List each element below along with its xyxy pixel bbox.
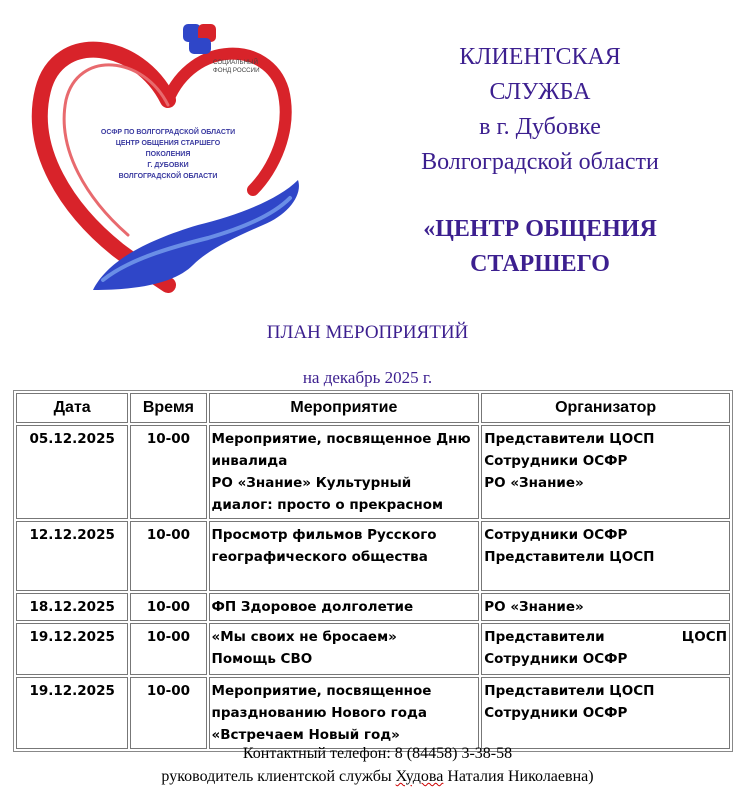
event-date: 19.12.2025 bbox=[16, 677, 128, 749]
service-head: руководитель клиентской службы Худова Наталия Николаевна) bbox=[161, 768, 594, 785]
title-line-3: в г. Дубовке bbox=[479, 114, 601, 140]
event-time: 10-00 bbox=[130, 521, 206, 591]
heart-text-4: Г. ДУБОВКИ bbox=[147, 162, 189, 169]
title-line-2: СЛУЖБА bbox=[489, 79, 591, 105]
event-time: 10-00 bbox=[130, 425, 206, 519]
event-date: 18.12.2025 bbox=[16, 593, 128, 621]
center-name bbox=[345, 212, 735, 282]
event-organizer: Представители ЦОСП Сотрудники ОСФР bbox=[481, 623, 730, 675]
event-time: 10-00 bbox=[130, 623, 206, 675]
event-time: 10-00 bbox=[130, 593, 206, 621]
event-date: 12.12.2025 bbox=[16, 521, 128, 591]
sfr-brand-icon bbox=[183, 24, 216, 54]
header-event: Мероприятие bbox=[209, 393, 480, 423]
event-description: Мероприятие, посвященное Дню инвалида РО «Знание» Культурный диалог: просто о прекрасном bbox=[209, 425, 480, 519]
event-date: 19.12.2025 bbox=[16, 623, 128, 675]
event-organizer: Сотрудники ОСФР Представители ЦОСП bbox=[481, 521, 730, 591]
service-title bbox=[345, 40, 735, 180]
osfr-logo bbox=[18, 10, 318, 300]
table-header-row bbox=[16, 393, 730, 423]
title-line-4: Волгоградской области bbox=[421, 149, 659, 175]
plan-title: ПЛАН МЕРОПРИЯТИЙ bbox=[266, 322, 469, 343]
header-organizer: Организатор bbox=[481, 393, 730, 423]
event-description: Мероприятие, посвященное празднованию Нового года «Встречаем Новый год» bbox=[209, 677, 480, 749]
heart-text-1: ОСФР ПО ВОЛГОГРАДСКОЙ ОБЛАСТИ bbox=[100, 129, 236, 136]
event-organizer: РО «Знание» bbox=[481, 593, 730, 621]
heart-text-5: ВОЛГОГРАДСКОЙ ОБЛАСТИ bbox=[118, 173, 218, 180]
brand-line-1: СОЦИАЛЬНЫЙ bbox=[213, 59, 258, 66]
heart-text-2: ЦЕНТР ОБЩЕНИЯ СТАРШЕГО bbox=[115, 140, 221, 147]
contact-phone: Контактный телефон: 8 (84458) 3-38-58 bbox=[242, 745, 513, 762]
center-name-line-1: «ЦЕНТР ОБЩЕНИЯ bbox=[423, 216, 657, 242]
event-organizer: Представители ЦОСП Сотрудники ОСФР РО «Знание» bbox=[481, 425, 730, 519]
event-organizer: Представители ЦОСП Сотрудники ОСФР bbox=[481, 677, 730, 749]
events-table bbox=[13, 390, 733, 752]
event-description: ФП Здоровое долголетие bbox=[209, 593, 480, 621]
center-name-line-2: СТАРШЕГО bbox=[470, 251, 610, 277]
event-time: 10-00 bbox=[130, 677, 206, 749]
heart-text-3: ПОКОЛЕНИЯ bbox=[145, 151, 191, 158]
table-row bbox=[16, 593, 730, 621]
event-description: Просмотр фильмов Русского географического общества bbox=[209, 521, 480, 591]
table-row bbox=[16, 425, 730, 519]
plan-period: на декабрь 2025 г. bbox=[302, 368, 433, 387]
table-row bbox=[16, 623, 730, 675]
event-description: «Мы своих не бросаем» Помощь СВО bbox=[209, 623, 480, 675]
title-line-1: КЛИЕНТСКАЯ bbox=[459, 44, 621, 70]
brand-line-2: ФОНД РОССИИ bbox=[213, 67, 260, 74]
table-row bbox=[16, 677, 730, 749]
header-date: Дата bbox=[16, 393, 128, 423]
header-time: Время bbox=[130, 393, 206, 423]
hand-shape bbox=[93, 180, 299, 290]
table-row bbox=[16, 521, 730, 591]
event-date: 05.12.2025 bbox=[16, 425, 128, 519]
